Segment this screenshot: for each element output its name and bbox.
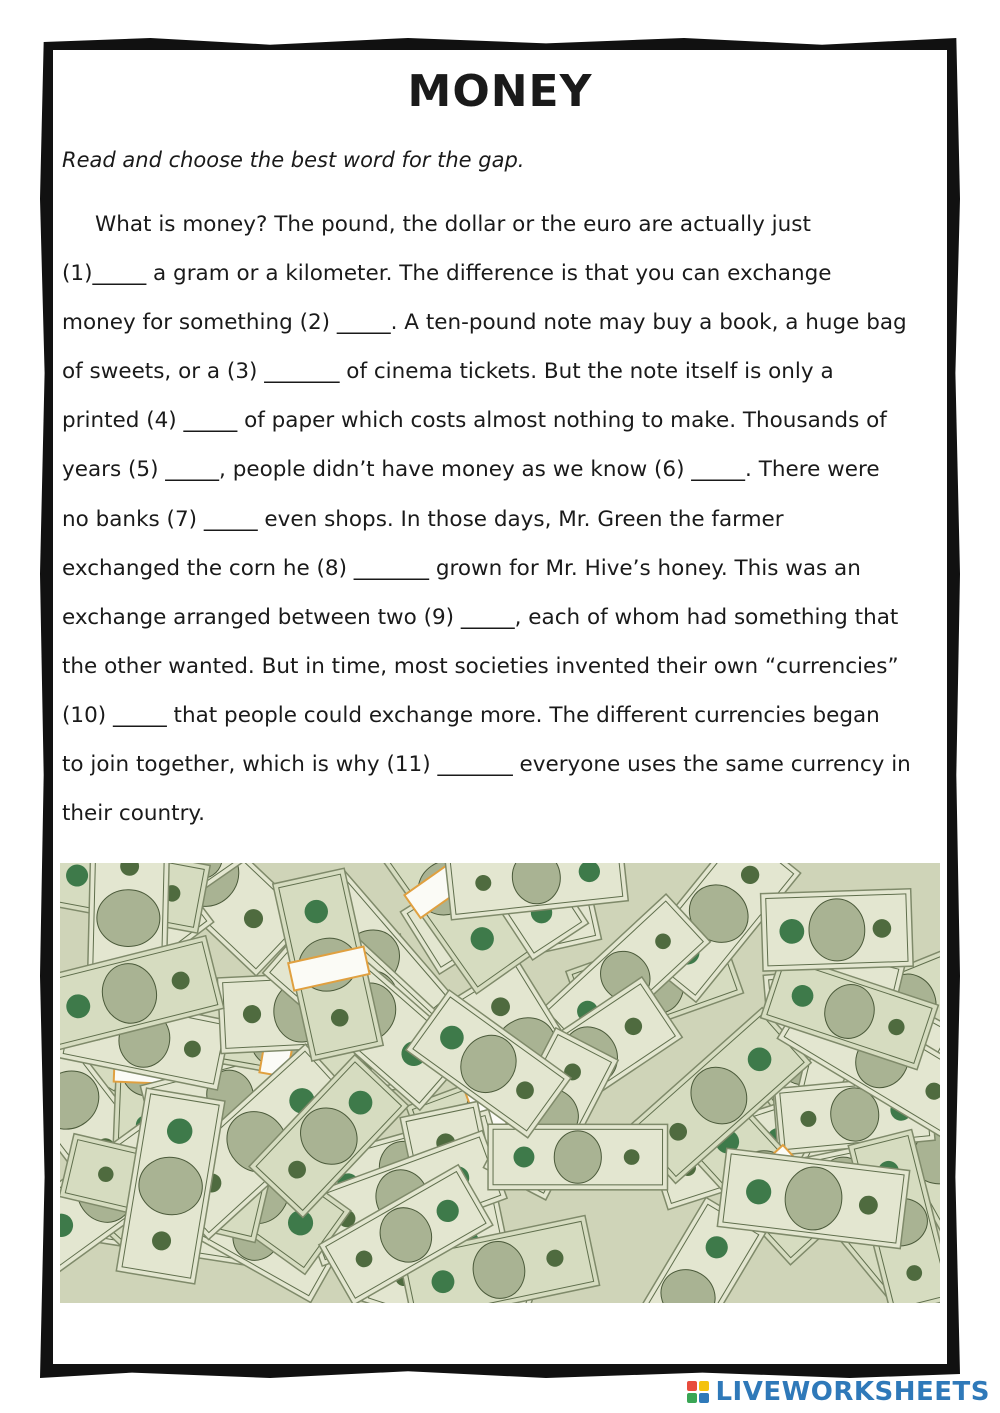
passage-line: the other wanted. But in time, most societies invented their own “currencies” <box>62 653 899 679</box>
passage-line: exchanged the corn he (8) _______ grown for Mr. Hive’s honey. This was an <box>62 555 861 581</box>
passage-line: of sweets, or a (3) _______ of cinema tickets. But the note itself is only a <box>62 359 834 385</box>
banknote <box>488 1124 668 1190</box>
passage-line: their country. <box>62 801 205 827</box>
passage-line: (1)_____ a gram or a kilometer. The difference is that you can exchange <box>62 261 832 287</box>
passage-line: exchange arranged between two (9) _____, each of whom had something that <box>62 604 899 630</box>
passage-line: to join together, which is why (11) _______ everyone uses the same currency in <box>62 752 911 778</box>
cloze-passage <box>62 200 952 838</box>
banknotes-illustration <box>60 863 940 1303</box>
instruction-text: Read and choose the best word for the gap. <box>62 148 525 172</box>
passage-line: (10) _____ that people could exchange more. The different currencies began <box>62 702 880 728</box>
money-photo <box>60 863 940 1303</box>
banknote <box>761 889 914 971</box>
passage-line: What is money? The pound, the dollar or the euro are actually just <box>95 212 811 237</box>
passage-line: money for something (2) _____. A ten-pound note may buy a book, a huge bag <box>62 310 907 336</box>
liveworksheets-wordmark: LIVEWORKSHEETS <box>715 1377 990 1407</box>
passage-line: no banks (7) _____ even shops. In those days, Mr. Green the farmer <box>62 506 784 532</box>
liveworksheets-logo-icon <box>687 1381 709 1403</box>
liveworksheets-logo <box>687 1377 990 1407</box>
passage-line: years (5) _____, people didn’t have money as we know (6) _____. There were <box>62 457 880 483</box>
worksheet-title: MONEY <box>407 66 593 117</box>
passage-line: printed (4) _____ of paper which costs almost nothing to make. Thousands of <box>62 408 887 434</box>
